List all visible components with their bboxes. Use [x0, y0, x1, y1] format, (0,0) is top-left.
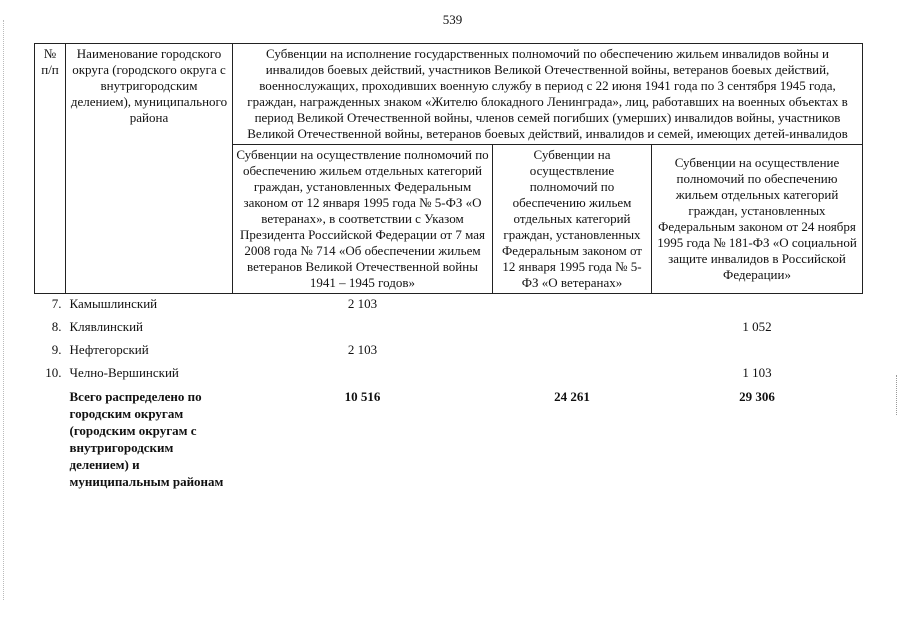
total-value-c: 29 306 — [739, 389, 775, 404]
row-num: 9. — [51, 342, 62, 357]
table-row — [35, 317, 863, 340]
row-value-c: 1 052 — [742, 319, 772, 334]
row-value-a: 2 103 — [347, 342, 378, 357]
row-value-b — [493, 340, 652, 363]
row-name: Нефтегорский — [69, 342, 149, 357]
row-value-c: 1 103 — [742, 365, 772, 380]
row-value-a — [233, 317, 493, 340]
header-group: Субвенции на исполнение государственных полномочий по обеспечению жильем инвалидов войны и инвалидов боевых действий, участников Великой Отечественной войны, ветеранов боевых действий, военнослужащих, проходивших военную службу в период с 22 июня 1941 года по 3 сентября 1945 года, граждан, награжденных знаком «Жителю блокадного Ленинграда», лиц, работавших на военных объектах в период Великой Отечественной войны, членов семей погибших (умерших) инвалидов войны, участников Великой Отечественной войны, ветеранов боевых действий, инвалидов и семей, имеющих детей-инвалидов — [233, 44, 863, 145]
total-label: Всего распределено по городским округам (городским округам с внутригородским делением) и муниципальным районам — [69, 389, 224, 489]
header-name: Наименование городского округа (городского округа с внутригородским делением), муниципального района — [66, 44, 233, 294]
total-num — [35, 386, 66, 492]
row-value-a: 2 103 — [347, 296, 378, 311]
row-num: 8. — [51, 319, 62, 334]
subsidy-table — [34, 43, 863, 492]
header-num: № п/п — [35, 44, 66, 294]
row-value-b — [493, 363, 652, 386]
page-number: 539 — [442, 12, 463, 27]
row-num: 7. — [51, 296, 62, 311]
table-row — [35, 294, 863, 318]
row-name: Камышлинский — [69, 296, 158, 311]
row-value-c — [652, 294, 863, 318]
header-sub-c: Субвенции на осуществление полномочий по обеспечению жильем отдельных категорий граждан, установленных Федеральным законом от 24 ноября 1995 года № 181-ФЗ «О социальной защите инвалидов в Российской Федерации» — [652, 145, 863, 294]
row-name: Клявлинский — [69, 319, 144, 334]
table-row — [35, 363, 863, 386]
header-sub-b: Субвенции на осуществление полномочий по обеспечению жильем отдельных категорий граждан, установленных Федеральным законом от 12 января 1995 года № 5-ФЗ «О ветеранах» — [493, 145, 652, 294]
table-row — [35, 340, 863, 363]
scan-edge-mark — [3, 20, 5, 600]
total-value-a: 10 516 — [344, 389, 381, 404]
row-value-b — [493, 294, 652, 318]
scan-margin-mark — [896, 375, 899, 415]
row-value-b — [493, 317, 652, 340]
total-row — [35, 386, 863, 492]
row-name: Челно-Вершинский — [69, 365, 179, 380]
row-num: 10. — [45, 365, 62, 380]
row-value-a — [233, 363, 493, 386]
header-sub-a: Субвенции на осуществление полномочий по обеспечению жильем отдельных категорий граждан, установленных Федеральным законом от 12 января 1995 года № 5-ФЗ «О ветеранах», в соответствии с Указом Президента Российской Федерации от 7 мая 2008 года № 714 «Об обеспечении жильем ветеранов Великой Отечественной войны 1941 – 1945 годов» — [233, 145, 493, 294]
row-value-c — [652, 340, 863, 363]
total-value-b: 24 261 — [554, 389, 590, 404]
header-row-top — [35, 44, 863, 145]
